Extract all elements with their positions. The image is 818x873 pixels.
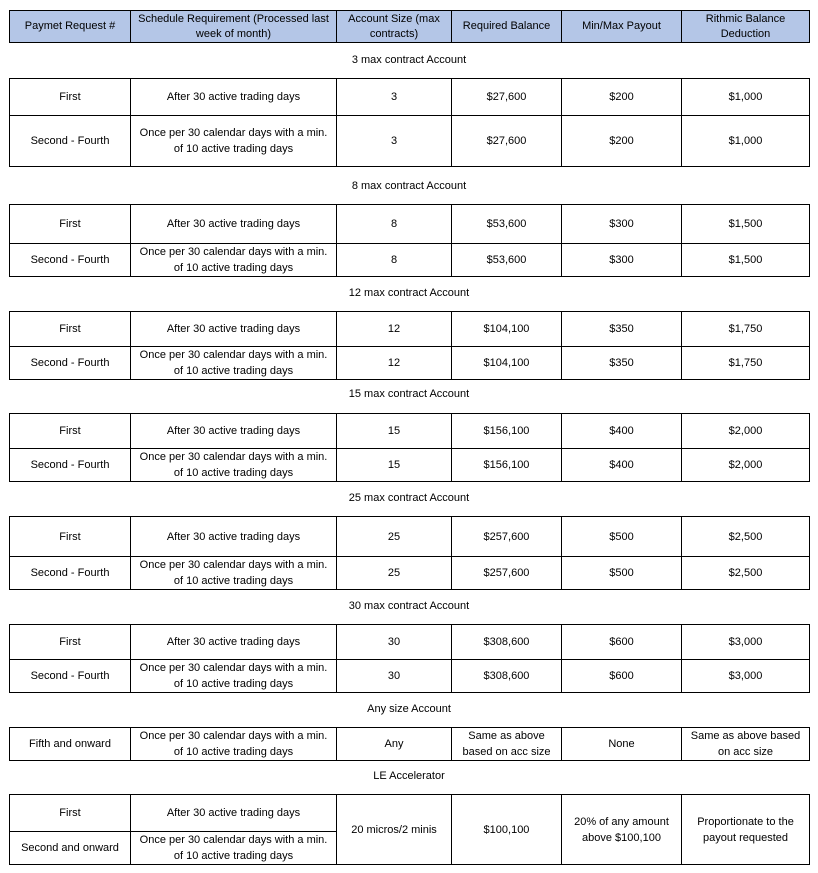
accelerator-first-schedule: After 30 active trading days — [131, 795, 337, 832]
section-title: 30 max contract Account — [348, 600, 470, 612]
section-table — [9, 78, 810, 167]
section-title: Any size Account — [367, 703, 451, 715]
cell-required-balance: Same as above based on acc size — [452, 728, 562, 761]
section-title: 15 max contract Account — [348, 388, 470, 400]
cell-deduction: $3,000 — [682, 660, 810, 693]
cell-account-size: 12 — [337, 312, 452, 347]
cell-schedule: Once per 30 calendar days with a min. of 10 active trading days — [131, 660, 337, 693]
cell-payout: $400 — [562, 414, 682, 449]
header-required-balance: Required Balance — [452, 11, 562, 43]
section-title: 25 max contract Account — [348, 492, 470, 504]
section-table — [9, 727, 810, 761]
cell-required-balance: $104,100 — [452, 312, 562, 347]
cell-schedule: Once per 30 calendar days with a min. of 10 active trading days — [131, 449, 337, 482]
cell-required-balance: $27,600 — [452, 116, 562, 167]
accelerator-deduction: Proportionate to the payout requested — [682, 795, 810, 865]
cell-required-balance: $104,100 — [452, 347, 562, 380]
cell-payment-request: First — [10, 625, 131, 660]
cell-payout: $200 — [562, 116, 682, 167]
cell-required-balance: $156,100 — [452, 449, 562, 482]
cell-payment-request: Second - Fourth — [10, 116, 131, 167]
cell-deduction: $3,000 — [682, 625, 810, 660]
cell-payout: $500 — [562, 517, 682, 557]
cell-required-balance: $156,100 — [452, 414, 562, 449]
cell-required-balance: $257,600 — [452, 517, 562, 557]
table-row — [10, 517, 810, 557]
cell-schedule: Once per 30 calendar days with a min. of 10 active trading days — [131, 244, 337, 277]
table-row — [10, 449, 810, 482]
table-row — [10, 625, 810, 660]
cell-payout: $400 — [562, 449, 682, 482]
cell-payment-request: First — [10, 312, 131, 347]
cell-deduction: $1,750 — [682, 347, 810, 380]
cell-payment-request: Second - Fourth — [10, 660, 131, 693]
cell-account-size: 25 — [337, 517, 452, 557]
cell-schedule: After 30 active trading days — [131, 79, 337, 116]
table-row — [10, 312, 810, 347]
section-title: 8 max contract Account — [351, 180, 467, 192]
le-accelerator-table — [9, 794, 810, 865]
table-row — [10, 116, 810, 167]
accelerator-first-label: First — [10, 795, 131, 832]
section-table — [9, 624, 810, 693]
accelerator-second-schedule: Once per 30 calendar days with a min. of 10 active trading days — [131, 832, 337, 865]
cell-payment-request: First — [10, 414, 131, 449]
table-row — [10, 205, 810, 244]
cell-account-size: 3 — [337, 79, 452, 116]
cell-payout: None — [562, 728, 682, 761]
cell-account-size: 15 — [337, 414, 452, 449]
cell-required-balance: $257,600 — [452, 557, 562, 590]
cell-account-size: 30 — [337, 660, 452, 693]
cell-required-balance: $308,600 — [452, 625, 562, 660]
cell-schedule: Once per 30 calendar days with a min. of 10 active trading days — [131, 557, 337, 590]
cell-payment-request: Second - Fourth — [10, 557, 131, 590]
cell-schedule: After 30 active trading days — [131, 517, 337, 557]
table-row — [10, 414, 810, 449]
header-rithmic-deduction: Rithmic Balance Deduction — [682, 11, 810, 43]
cell-required-balance: $53,600 — [452, 205, 562, 244]
table-row — [10, 557, 810, 590]
cell-schedule: After 30 active trading days — [131, 625, 337, 660]
cell-schedule: Once per 30 calendar days with a min. of 10 active trading days — [131, 728, 337, 761]
section-table — [9, 413, 810, 482]
cell-deduction: $1,000 — [682, 79, 810, 116]
cell-deduction: $1,000 — [682, 116, 810, 167]
cell-required-balance: $53,600 — [452, 244, 562, 277]
cell-account-size: Any — [337, 728, 452, 761]
cell-account-size: 30 — [337, 625, 452, 660]
cell-payout: $350 — [562, 312, 682, 347]
cell-payment-request: Second - Fourth — [10, 449, 131, 482]
cell-payout: $600 — [562, 660, 682, 693]
section-title-le-accelerator: LE Accelerator — [373, 770, 445, 782]
cell-schedule: After 30 active trading days — [131, 312, 337, 347]
cell-payout: $300 — [562, 205, 682, 244]
cell-payment-request: Fifth and onward — [10, 728, 131, 761]
cell-schedule: After 30 active trading days — [131, 205, 337, 244]
cell-payout: $500 — [562, 557, 682, 590]
cell-payment-request: Second - Fourth — [10, 244, 131, 277]
cell-schedule: Once per 30 calendar days with a min. of 10 active trading days — [131, 347, 337, 380]
cell-account-size: 3 — [337, 116, 452, 167]
cell-payment-request: First — [10, 205, 131, 244]
cell-account-size: 8 — [337, 205, 452, 244]
cell-schedule: Once per 30 calendar days with a min. of 10 active trading days — [131, 116, 337, 167]
section-title: 3 max contract Account — [351, 54, 467, 66]
cell-payout: $350 — [562, 347, 682, 380]
table-row — [10, 79, 810, 116]
cell-deduction: $1,500 — [682, 205, 810, 244]
section-table — [9, 516, 810, 590]
accelerator-payout: 20% of any amount above $100,100 — [562, 795, 682, 865]
section-title: 12 max contract Account — [348, 287, 470, 299]
cell-payment-request: First — [10, 79, 131, 116]
cell-account-size: 15 — [337, 449, 452, 482]
accelerator-account-size: 20 micros/2 minis — [337, 795, 452, 865]
section-table — [9, 204, 810, 277]
cell-deduction: $1,500 — [682, 244, 810, 277]
cell-payout: $600 — [562, 625, 682, 660]
accelerator-second-label: Second and onward — [10, 832, 131, 865]
header-min-max-payout: Min/Max Payout — [562, 11, 682, 43]
cell-payout: $300 — [562, 244, 682, 277]
table-row — [10, 660, 810, 693]
header-schedule-requirement: Schedule Requirement (Processed last week of month) — [131, 11, 337, 43]
table-row — [10, 728, 810, 761]
cell-payment-request: First — [10, 517, 131, 557]
cell-deduction: $1,750 — [682, 312, 810, 347]
header-account-size: Account Size (max contracts) — [337, 11, 452, 43]
cell-deduction: $2,500 — [682, 557, 810, 590]
cell-deduction: $2,500 — [682, 517, 810, 557]
header-payment-request: Paymet Request # — [10, 11, 131, 43]
cell-schedule: After 30 active trading days — [131, 414, 337, 449]
cell-required-balance: $308,600 — [452, 660, 562, 693]
cell-account-size: 12 — [337, 347, 452, 380]
table-row — [10, 244, 810, 277]
accelerator-required-balance: $100,100 — [452, 795, 562, 865]
header-table — [9, 10, 810, 43]
cell-payment-request: Second - Fourth — [10, 347, 131, 380]
cell-deduction: $2,000 — [682, 449, 810, 482]
cell-deduction: Same as above based on acc size — [682, 728, 810, 761]
section-table — [9, 311, 810, 380]
cell-account-size: 8 — [337, 244, 452, 277]
cell-required-balance: $27,600 — [452, 79, 562, 116]
cell-deduction: $2,000 — [682, 414, 810, 449]
cell-payout: $200 — [562, 79, 682, 116]
table-row — [10, 347, 810, 380]
cell-account-size: 25 — [337, 557, 452, 590]
